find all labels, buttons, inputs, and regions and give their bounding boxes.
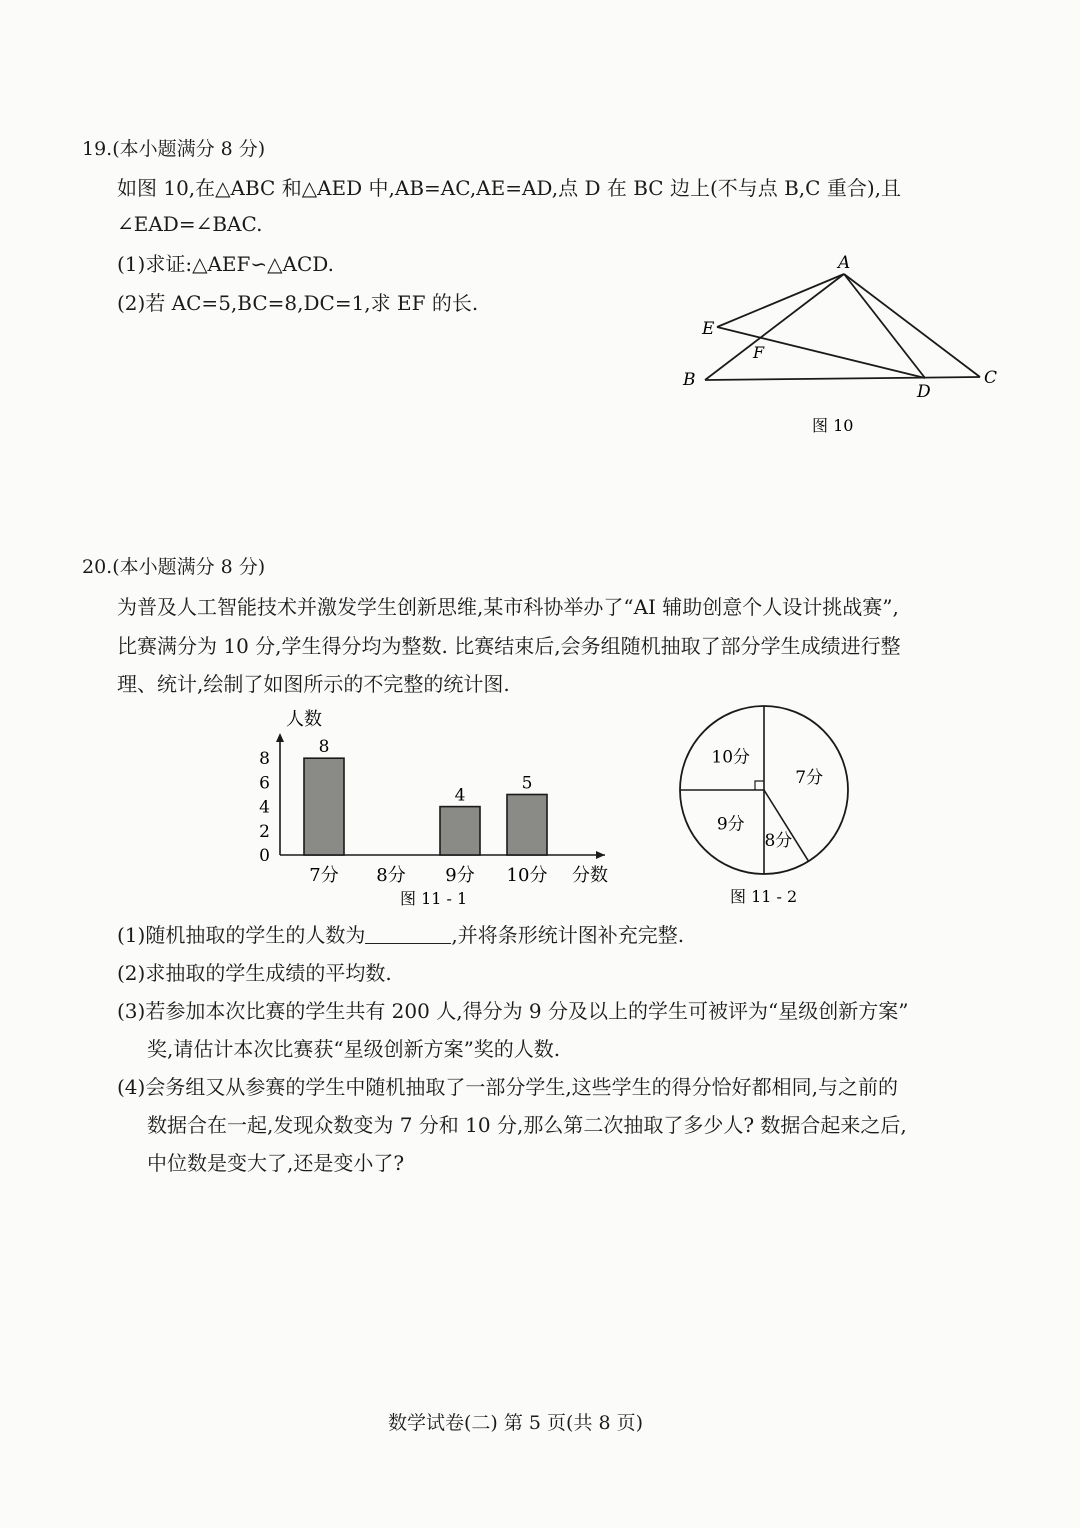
label-a: A — [838, 253, 851, 273]
q19-stem-line1: 如图 10,在△ABC 和△AED 中,AB=AC,AE=AD,点 D 在 BC 边上(不与点 B,C 重合),且 — [117, 176, 901, 200]
q20-stem-line3: 理、统计,绘制了如图所示的不完整的统计图. — [117, 672, 510, 696]
label-d: D — [917, 382, 931, 402]
q19-points: (本小题满分 8 分) — [112, 138, 266, 160]
q20-stem-line1: 为普及人工智能技术并激发学生创新思维,某市科协举办了“AI 辅助创意个人设计挑战赛”, — [117, 595, 899, 619]
bar-chart-data-label: 5 — [521, 773, 533, 794]
q20-part4-line1: (4)会务组又从参赛的学生中随机抽取了一部分学生,这些学生的得分恰好都相同,与之前的 — [117, 1075, 899, 1099]
label-b: B — [683, 370, 696, 390]
pie-chart-figure-11-2 — [668, 705, 863, 915]
bar-chart-bar — [507, 795, 547, 856]
bar-chart-ylabel: 人数 — [286, 709, 322, 730]
bar-chart-category-label: 7分 — [309, 865, 339, 886]
bar-chart-y-arrow — [276, 733, 284, 742]
segment-ed — [717, 327, 925, 378]
page-footer: 数学试卷(二) 第 5 页(共 8 页) — [388, 1412, 644, 1434]
bar-chart-data-label: 4 — [454, 785, 466, 806]
segment-ae — [717, 274, 844, 327]
bar-chart-category-label: 10分 — [506, 865, 548, 886]
q20-part1-text: (1)随机抽取的学生的人数为 — [117, 923, 366, 947]
q19-part1: (1)求证:△AEF∽△ACD. — [117, 252, 334, 276]
segment-ab — [705, 274, 844, 380]
q20-part3-line1: (3)若参加本次比赛的学生共有 200 人,得分为 9 分及以上的学生可被评为“星级创新方案” — [117, 999, 909, 1023]
q19-number: 19. — [82, 138, 113, 160]
bar-chart-ytick-label: 4 — [259, 797, 270, 818]
q20-points: (本小题满分 8 分) — [112, 556, 266, 578]
bar-chart-ytick-label: 6 — [259, 773, 270, 794]
q20-part2: (2)求抽取的学生成绩的平均数. — [117, 961, 392, 985]
pie-chart-slice-label: 7分 — [795, 768, 824, 789]
pie-chart-slice-label: 10分 — [711, 747, 751, 768]
q20-part4-line2: 数据合在一起,发现众数变为 7 分和 10 分,那么第二次抽取了多少人? 数据合起来之后, — [147, 1113, 907, 1137]
bar-chart-xlabel: 分数 — [572, 865, 608, 886]
bar-chart-figure-11-1 — [250, 700, 630, 915]
figure-10-caption: 图 10 — [812, 416, 854, 435]
bar-chart-bar — [440, 807, 480, 855]
q19-header — [82, 140, 265, 159]
q20-stem-line2: 比赛满分为 10 分,学生得分均为整数. 比赛结束后,会务组随机抽取了部分学生成绩进行整 — [117, 634, 901, 658]
q20-part4-line3: 中位数是变大了,还是变小了? — [147, 1151, 405, 1175]
pie-chart-slice-label: 9分 — [716, 814, 745, 835]
bar-chart-ytick-label: 2 — [259, 821, 270, 842]
q20-part1-text-after: ,并将条形统计图补充完整. — [451, 923, 685, 947]
bar-chart-category-label: 9分 — [445, 865, 475, 886]
bar-chart-data-label: 8 — [318, 737, 330, 758]
bar-chart-x-arrow — [596, 851, 605, 859]
q20-part3-line2: 奖,请估计本次比赛获“星级创新方案”奖的人数. — [147, 1037, 561, 1061]
label-c: C — [984, 368, 998, 388]
pie-chart-slice-label: 8分 — [764, 831, 793, 852]
q20-number: 20. — [82, 556, 113, 578]
bar-chart-category-label: 8分 — [376, 865, 406, 886]
label-f: F — [753, 343, 765, 362]
answer-blank[interactable] — [365, 925, 451, 944]
pie-chart-caption: 图 11 - 2 — [730, 887, 798, 906]
q20-part1 — [117, 925, 684, 945]
label-e: E — [702, 319, 715, 339]
q19-stem-line2: ∠EAD=∠BAC. — [117, 212, 263, 236]
segment-bc — [705, 377, 980, 380]
q19-part2: (2)若 AC=5,BC=8,DC=1,求 EF 的长. — [117, 291, 479, 315]
bar-chart-ytick-label: 0 — [259, 846, 270, 866]
q20-header — [82, 558, 265, 577]
bar-chart-bar — [304, 758, 344, 855]
pie-chart-right-angle-marker — [755, 781, 764, 790]
bar-chart-ytick-label: 8 — [259, 749, 270, 770]
bar-chart-caption: 图 11 - 1 — [400, 889, 468, 908]
figure-10 — [670, 245, 1020, 445]
